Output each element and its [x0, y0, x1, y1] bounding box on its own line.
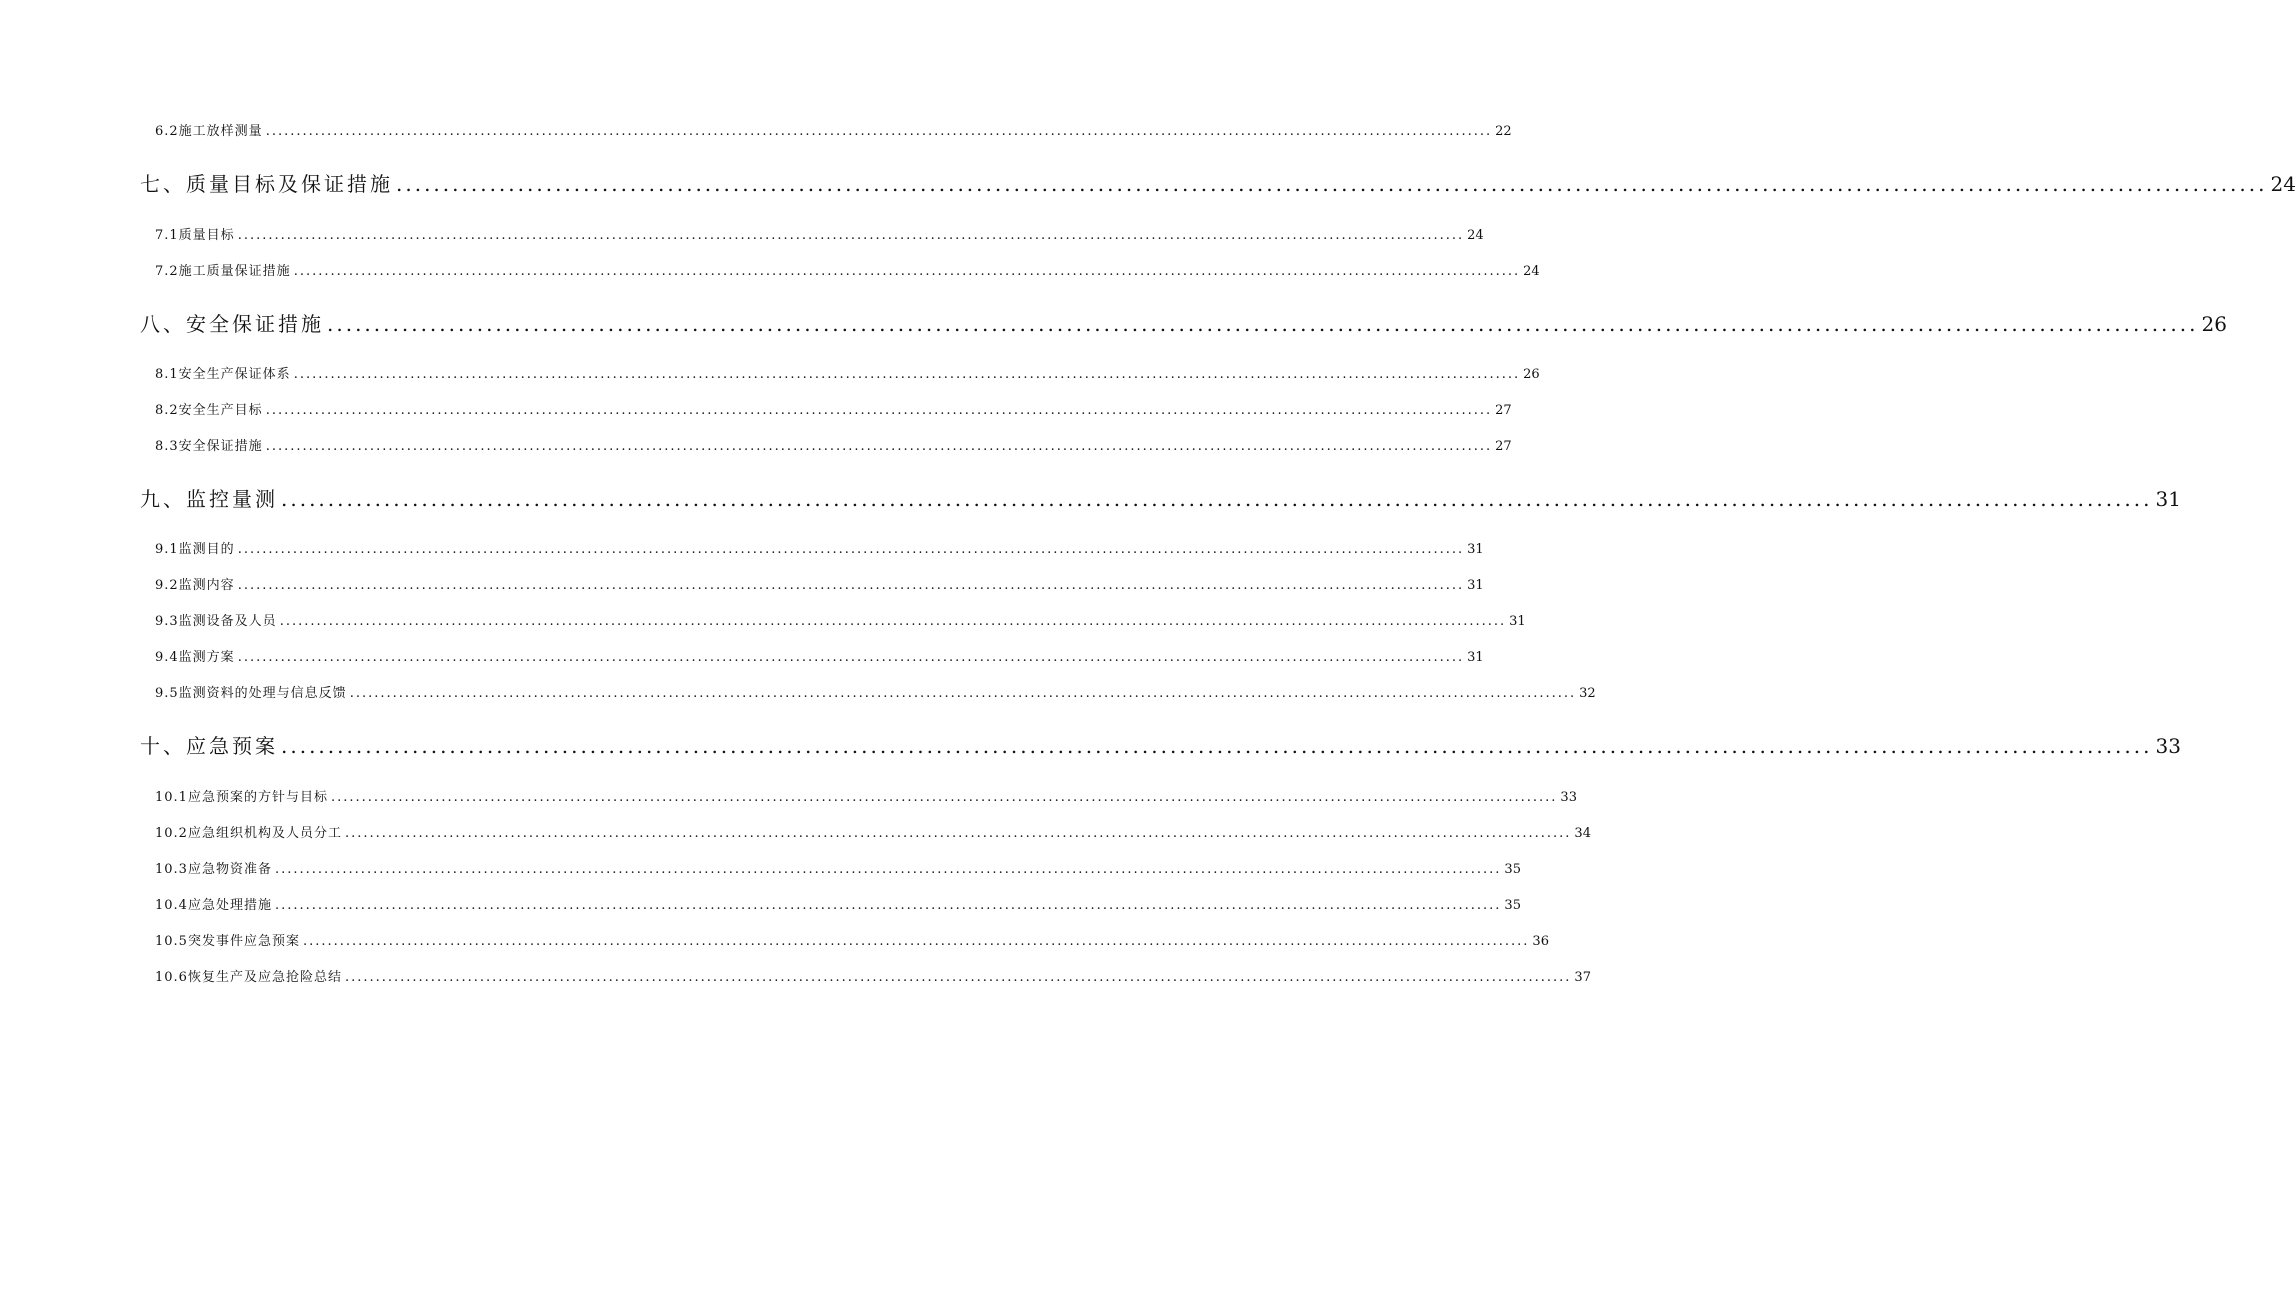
- toc-chapter-title: 八、安全保证措施: [140, 312, 324, 336]
- toc-chapter-title: 十、应急预案: [140, 734, 278, 758]
- toc-entry[interactable]: [155, 120, 1512, 139]
- toc-entry-page: 34: [1574, 826, 1591, 841]
- toc-entry-page: 27: [1495, 439, 1512, 454]
- toc-entry[interactable]: [155, 930, 1549, 949]
- toc-entry-page: 24: [1523, 264, 1540, 279]
- toc-chapter[interactable]: [140, 730, 2181, 759]
- toc-entry-title: 10.3应急物资准备: [155, 862, 272, 877]
- toc-chapter-page: 33: [2155, 734, 2181, 758]
- toc-leader-dots: ........................................................................................................................................................................................................: [265, 403, 1493, 418]
- toc-leader-dots: ........................................................................................................................................................................................................: [293, 367, 1521, 382]
- toc-entry-title: 10.2应急组织机构及人员分工: [155, 826, 342, 841]
- toc-entry[interactable]: [155, 966, 1591, 985]
- toc-leader-dots: ........................................................................................................................................................................................................: [237, 578, 1465, 593]
- toc-entry-title: 9.2监测内容: [155, 578, 235, 593]
- toc-leader-dots: ........................................................................................................................................................................................................: [281, 487, 2153, 511]
- toc-leader-dots: ........................................................................................................................................................................................................: [349, 686, 1577, 701]
- toc-leader-dots: ........................................................................................................................................................................................................: [237, 228, 1465, 243]
- toc-leader-dots: ........................................................................................................................................................................................................: [302, 934, 1530, 949]
- toc-leader-dots: ........................................................................................................................................................................................................: [274, 862, 1502, 877]
- toc-leader-dots: ........................................................................................................................................................................................................: [330, 790, 1558, 805]
- toc-entry-page: 31: [1509, 614, 1526, 629]
- toc-entry[interactable]: [155, 538, 1484, 557]
- toc-entry-page: 22: [1495, 124, 1512, 139]
- toc-entry-page: 27: [1495, 403, 1512, 418]
- toc-entry[interactable]: [155, 435, 1512, 454]
- toc-entry-title: 8.2安全生产目标: [155, 403, 263, 418]
- toc-entry-page: 26: [1523, 367, 1540, 382]
- toc-leader-dots: ........................................................................................................................................................................................................: [265, 124, 1493, 139]
- toc-entry-page: 33: [1560, 790, 1577, 805]
- toc-entry[interactable]: [155, 894, 1521, 913]
- toc-entry-title: 6.2施工放样测量: [155, 124, 263, 139]
- toc-leader-dots: ........................................................................................................................................................................................................: [279, 614, 1507, 629]
- toc-entry-page: 35: [1504, 898, 1521, 913]
- toc-entry[interactable]: [155, 786, 1577, 805]
- toc-leader-dots: ........................................................................................................................................................................................................: [293, 264, 1521, 279]
- toc-entry[interactable]: [155, 682, 1596, 701]
- toc-entry-page: 37: [1574, 970, 1591, 985]
- toc-chapter-title: 七、质量目标及保证措施: [140, 172, 393, 196]
- toc-chapter-title: 九、监控量测: [140, 487, 278, 511]
- toc-leader-dots: ........................................................................................................................................................................................................: [274, 898, 1502, 913]
- toc-entry-title: 8.1安全生产保证体系: [155, 367, 291, 382]
- toc-entry[interactable]: [155, 363, 1540, 382]
- toc-leader-dots: ........................................................................................................................................................................................................: [237, 650, 1465, 665]
- toc-chapter[interactable]: [140, 483, 2181, 512]
- toc-entry[interactable]: [155, 260, 1540, 279]
- toc-leader-dots: ........................................................................................................................................................................................................: [396, 172, 2268, 196]
- toc-entry-title: 10.5突发事件应急预案: [155, 934, 300, 949]
- toc-leader-dots: ........................................................................................................................................................................................................: [344, 970, 1572, 985]
- toc-entry-title: 9.5监测资料的处理与信息反馈: [155, 686, 347, 701]
- toc-chapter[interactable]: [140, 308, 2227, 337]
- toc-leader-dots: ........................................................................................................................................................................................................: [327, 312, 2199, 336]
- toc-entry[interactable]: [155, 822, 1591, 841]
- toc-entry[interactable]: [155, 610, 1526, 629]
- toc-leader-dots: ........................................................................................................................................................................................................: [237, 542, 1465, 557]
- toc-leader-dots: ........................................................................................................................................................................................................: [265, 439, 1493, 454]
- toc-entry-page: 36: [1532, 934, 1549, 949]
- toc-chapter-page: 26: [2201, 312, 2227, 336]
- toc-entry[interactable]: [155, 858, 1521, 877]
- toc-chapter-page: 24: [2270, 172, 2296, 196]
- toc-entry-title: 8.3安全保证措施: [155, 439, 263, 454]
- toc-entry-title: 9.1监测目的: [155, 542, 235, 557]
- toc-entry-title: 7.1质量目标: [155, 228, 235, 243]
- toc-entry-title: 9.4监测方案: [155, 650, 235, 665]
- toc-entry-title: 10.6恢复生产及应急抢险总结: [155, 970, 342, 985]
- toc-entry-page: 31: [1467, 542, 1484, 557]
- toc-entry[interactable]: [155, 574, 1484, 593]
- toc-entry[interactable]: [155, 399, 1512, 418]
- toc-entry-page: 31: [1467, 578, 1484, 593]
- toc-leader-dots: ........................................................................................................................................................................................................: [281, 734, 2153, 758]
- toc-entry-page: 35: [1504, 862, 1521, 877]
- toc-entry-page: 32: [1579, 686, 1596, 701]
- toc-entry[interactable]: [155, 224, 1484, 243]
- toc-entry[interactable]: [155, 646, 1484, 665]
- toc-entry-title: 10.4应急处理措施: [155, 898, 272, 913]
- toc-entry-title: 7.2施工质量保证措施: [155, 264, 291, 279]
- toc-entry-page: 31: [1467, 650, 1484, 665]
- toc-entry-page: 24: [1467, 228, 1484, 243]
- toc-chapter-page: 31: [2155, 487, 2181, 511]
- toc-entry-title: 10.1应急预案的方针与目标: [155, 790, 328, 805]
- toc-entry-title: 9.3监测设备及人员: [155, 614, 277, 629]
- toc-chapter[interactable]: [140, 168, 2296, 197]
- toc-leader-dots: ........................................................................................................................................................................................................: [344, 826, 1572, 841]
